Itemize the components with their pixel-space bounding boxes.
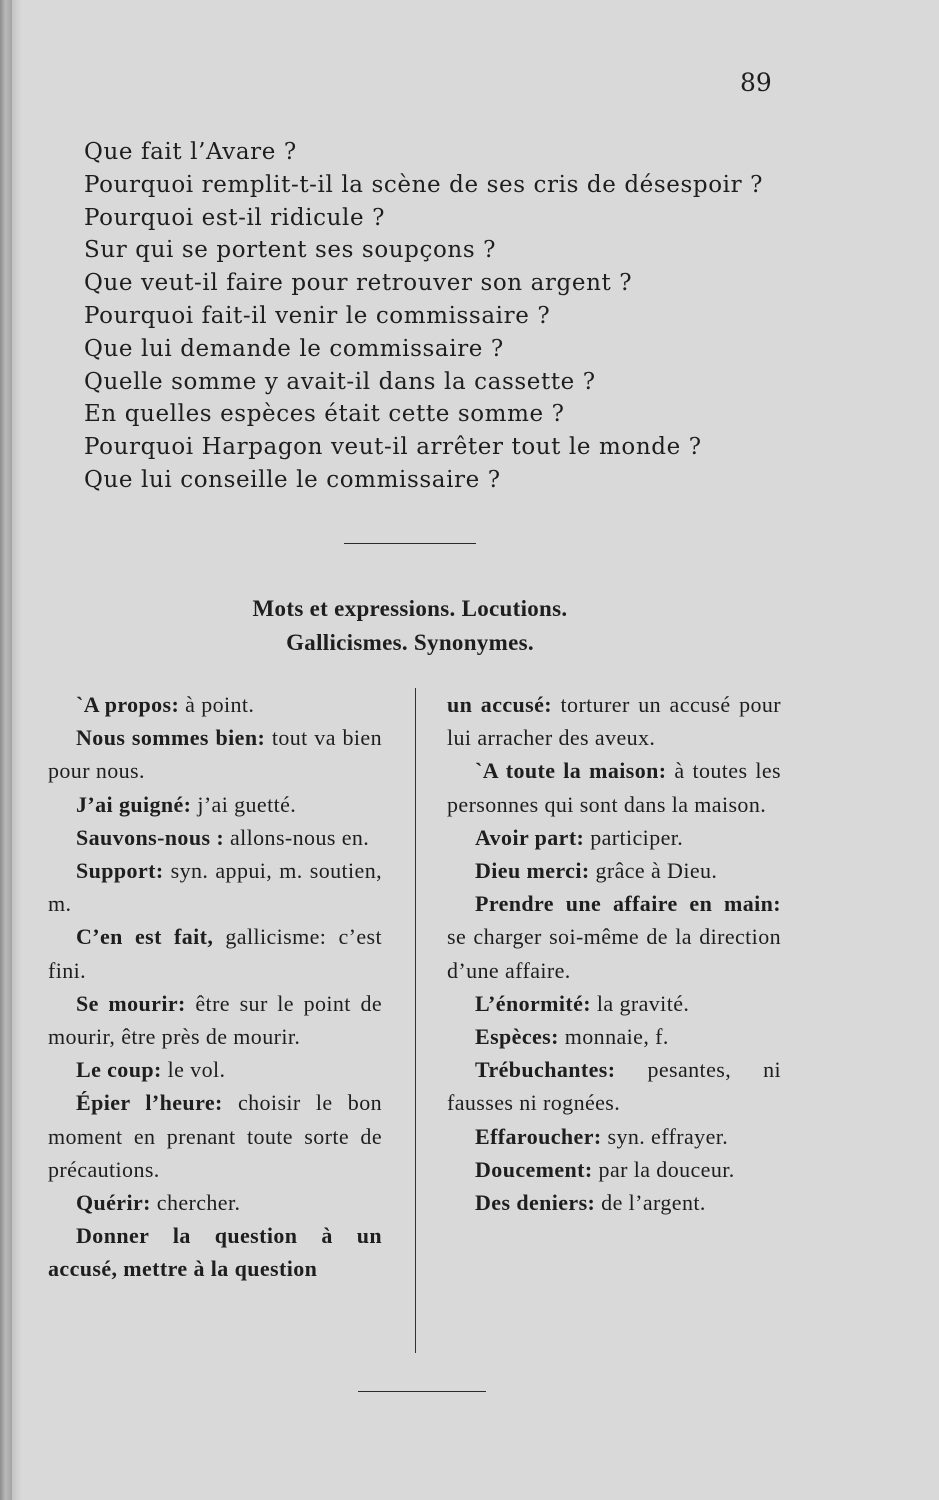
glossary-definition: à toutes les personnes qui sont dans la maison. (447, 758, 781, 817)
glossary-term: Support: (76, 858, 164, 884)
glossary-entry (447, 1020, 781, 1053)
question-list (84, 136, 763, 497)
glossary-entry (48, 1219, 382, 1285)
glossary-term: Épier l’heure: (76, 1090, 223, 1116)
question-item: En quelles espèces était cette somme ? (84, 401, 565, 428)
glossary-term: Effaroucher: (475, 1123, 602, 1149)
glossary-column-left (48, 688, 382, 1286)
glossary-entry (447, 1153, 781, 1186)
glossary-entry (48, 788, 382, 821)
glossary-entry (48, 821, 382, 854)
separator-rule (344, 543, 476, 544)
glossary-term: J’ai guigné: (76, 791, 192, 817)
question-item: Que lui conseille le commissaire ? (84, 466, 501, 493)
glossary-entry (447, 1053, 781, 1119)
glossary-entry (48, 688, 382, 721)
glossary-term: Le coup: (76, 1057, 162, 1083)
question-item: Que veut-il faire pour retrouver son argent ? (84, 270, 633, 297)
glossary-definition: torturer un accusé pour lui arracher des aveux. (447, 692, 782, 751)
question-item: Pourquoi remplit-t-il la scène de ses cris de désespoir ? (84, 171, 764, 198)
glossary-term: Avoir part: (475, 824, 585, 850)
glossary-entry (48, 920, 382, 986)
glossary-entry (48, 987, 382, 1053)
glossary-definition: se charger soi-même de la direction d’une affaire. (447, 924, 781, 983)
glossary-definition: tout va bien pour nous. (48, 725, 382, 784)
glossary-term: Donner la question à un accusé, mettre à la question (48, 1223, 382, 1282)
glossary-term: `A toute la maison: (475, 758, 667, 784)
glossary-definition: grâce à Dieu. (589, 858, 718, 884)
question-item: Pourquoi fait-il venir le commissaire ? (84, 302, 551, 329)
page-gutter-shadow (12, 0, 22, 1500)
glossary-entry (48, 854, 382, 920)
glossary-entry (447, 1120, 781, 1153)
glossary-definition: syn. effrayer. (601, 1123, 729, 1149)
section-heading-line-2: Gallicismes. Synonymes. (286, 630, 534, 655)
glossary-term: C’en est fait, (76, 924, 214, 950)
glossary-term: L’énormité: (475, 990, 592, 1016)
glossary-term: `A propos: (76, 692, 180, 717)
glossary-term: Sauvons-nous : (76, 824, 225, 850)
glossary-term: Espèces: (475, 1024, 559, 1050)
glossary-definition: être sur le point de mourir, être près de mourir. (48, 990, 383, 1050)
glossary-term: Des deniers: (475, 1190, 596, 1216)
glossary-definition: participer. (584, 824, 684, 850)
glossary-term: Quérir: (76, 1190, 151, 1216)
glossary-definition: la gravité. (591, 990, 690, 1016)
end-rule (358, 1391, 486, 1392)
question-item: Que fait l’Avare ? (84, 139, 297, 165)
glossary-entry (447, 887, 781, 987)
glossary-definition: à point. (179, 692, 255, 717)
glossary-column-right (447, 688, 781, 1219)
glossary-entry (447, 688, 781, 754)
question-item: Quelle somme y avait-il dans la cassette ? (84, 368, 596, 395)
glossary-definition: syn. appui, m. soutien, m. (48, 858, 382, 917)
glossary-definition: choisir le bon moment en prenant toute sorte de précautions. (48, 1090, 382, 1182)
page-number: 89 (740, 68, 772, 97)
glossary-definition: le vol. (161, 1057, 226, 1083)
page-binding-edge (0, 0, 12, 1500)
question-item: Sur qui se portent ses soupçons ? (84, 237, 497, 264)
glossary-entry (447, 987, 781, 1020)
glossary-term: un accusé: (447, 692, 553, 717)
glossary-definition: pesantes, ni fausses ni rognées. (447, 1057, 781, 1116)
glossary-definition: j’ai guetté. (191, 791, 297, 817)
column-divider (415, 688, 416, 1353)
glossary-entry (447, 821, 781, 854)
glossary-entry (447, 854, 781, 887)
glossary-term: Prendre une affaire en main: (475, 891, 781, 917)
glossary-term: Nous sommes bien: (76, 725, 266, 751)
glossary-term: Dieu merci: (475, 858, 590, 884)
glossary-term: Se mourir: (76, 990, 186, 1016)
glossary-term: Trébuchantes: (475, 1057, 616, 1083)
question-item: Pourquoi Harpagon veut-il arrêter tout le monde ? (84, 434, 702, 461)
glossary-definition: de l’argent. (595, 1190, 706, 1216)
glossary-definition: allons-nous en. (224, 824, 370, 850)
section-heading-line-1: Mots et expressions. Locutions. (252, 596, 568, 621)
glossary-definition: par la douceur. (592, 1156, 735, 1182)
glossary-term: Doucement: (475, 1156, 593, 1182)
glossary-entry (48, 1186, 382, 1219)
glossary-entry (447, 754, 781, 820)
glossary-entry (447, 1186, 781, 1219)
glossary-definition: monnaie, f. (558, 1024, 669, 1050)
glossary-entry (48, 1086, 382, 1186)
glossary-entry (48, 721, 382, 787)
glossary-entry (48, 1053, 382, 1086)
glossary-definition: gallicisme: c’est fini. (48, 924, 382, 983)
question-item: Pourquoi est-il ridicule ? (84, 204, 386, 231)
glossary-definition: chercher. (150, 1190, 241, 1216)
question-item: Que lui demande le commissaire ? (84, 335, 504, 362)
